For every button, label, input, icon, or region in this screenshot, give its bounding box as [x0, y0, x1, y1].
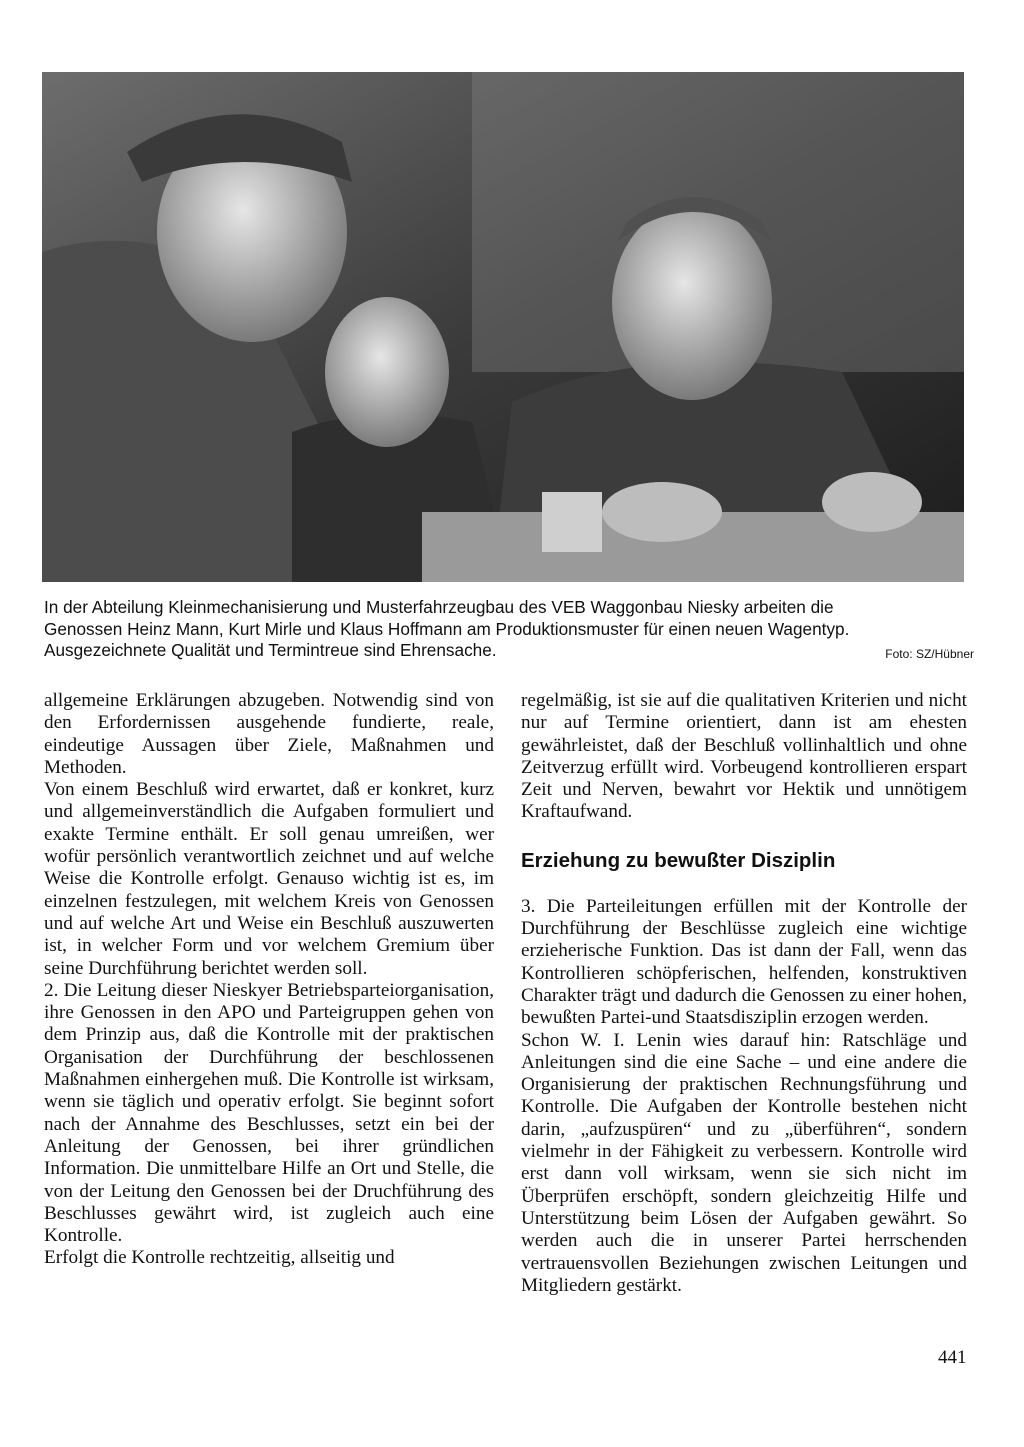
right-column: [521, 690, 967, 1297]
section-heading: Erziehung zu bewußter Disziplin: [521, 848, 836, 872]
caption-line: Ausgezeichnete Qualität und Termintreue sind Ehrensache.: [44, 640, 497, 660]
paragraph: Von einem Beschluß wird erwartet, daß er konkret, kurz und allgemeinverständlich die Aufgaben formuliert und exakte Termine enthält. Er soll genau umreißen, wer wofür persönlich verantwortlich zeichnet und auf welche Weise die Kontrolle erfolgt. Genauso wichtig ist es, im einzelnen festzulegen, mit welchem Kreis von Genossen und auf welche Art und Weise ein Beschluß auszuwerten ist, in welcher Form und vor welchem Gremium über seine Durchführung berichtet werden soll.: [44, 779, 494, 979]
caption-line: Genossen Heinz Mann, Kurt Mirle und Klaus Hoffmann am Produktionsmuster für einen neuen Wagentyp.: [44, 618, 850, 639]
paragraph: 3. Die Parteileitungen erfüllen mit der Kontrolle der Durchführung der Beschlüsse zugleich eine wichtige erzieherische Funktion. Das ist dann der Fall, wenn das Kontrollieren schöpferischen, helfenden, konstruktiven Charakter trägt und dadurch die Genossen zu einer hohen, bewußten Partei-und Staatsdisziplin erzogen werden.: [521, 895, 967, 1029]
photo-caption: [44, 597, 984, 662]
paragraph: Schon W. I. Lenin wies darauf hin: Ratschläge und Anleitungen sind die eine Sache – und eine andere die Organisierung der praktischen Rechnungsführung und Kontrolle. Die Aufgaben der Kontrolle bestehen nicht darin, „aufzuspüren“ und zu „überführen“, sondern vielmehr in der Fähigkeit zu verbessern. Kontrolle wird erst dann voll wirksam, wenn sie sich nicht im Überprüfen erschöpft, sondern gleichzeitig Hilfe und Unterstützung beim Lösen der Aufgaben gewährt. So werden auch die in unserer Partei herrschenden vertrauensvollen Beziehungen zwischen Leitungen und Mitgliedern gestärkt.: [521, 1029, 967, 1296]
photo-credit: Foto: SZ/Hübner: [885, 647, 974, 661]
paragraph: Erfolgt die Kontrolle rechtzeitig, allseitig und: [44, 1247, 395, 1269]
paragraph: allgemeine Erklärungen abzugeben. Notwendig sind von den Erfordernissen ausgehende fundierte, reale, eindeutige Aussagen über Ziele, Maßnahmen und Methoden.: [44, 690, 494, 778]
photo: [42, 72, 964, 582]
photo-illustration: [42, 72, 964, 582]
caption-line: In der Abteilung Kleinmechanisierung und Musterfahrzeugbau des VEB Waggonbau Niesky arbeiten die: [44, 597, 834, 617]
page-number: 441: [938, 1347, 967, 1368]
paragraph: regelmäßig, ist sie auf die qualitativen Kriterien und nicht nur auf Termine orientiert, dann ist am ehesten gewährleistet, daß der Beschluß vollinhaltlich und ohne Zeitverzug erfüllt wird. Vorbeugend kontrollieren erspart Zeit und Nerven, bewahrt vor Hektik und unnötigem Kraftaufwand.: [521, 690, 967, 823]
paragraph: 2. Die Leitung dieser Nieskyer Betriebsparteiorganisation, ihre Genossen in den APO und Parteigruppen gehen von dem Prinzip aus, daß die Kontrolle mit der praktischen Organisation der Durchführung der beschlossenen Maßnahmen einhergehen muß. Die Kontrolle ist wirksam, wenn sie täglich und operativ erfolgt. Sie beginnt sofort nach der Annahme des Beschlusses, setzt ein bei der Anleitung der Genossen, bei ihrer gründlichen Information. Die unmittelbare Hilfe an Ort und Stelle, die von der Leitung den Genossen bei der Druchführung des Beschlusses gewährt wird, ist zugleich auch eine Kontrolle.: [44, 979, 494, 1247]
left-column: [44, 690, 494, 1270]
